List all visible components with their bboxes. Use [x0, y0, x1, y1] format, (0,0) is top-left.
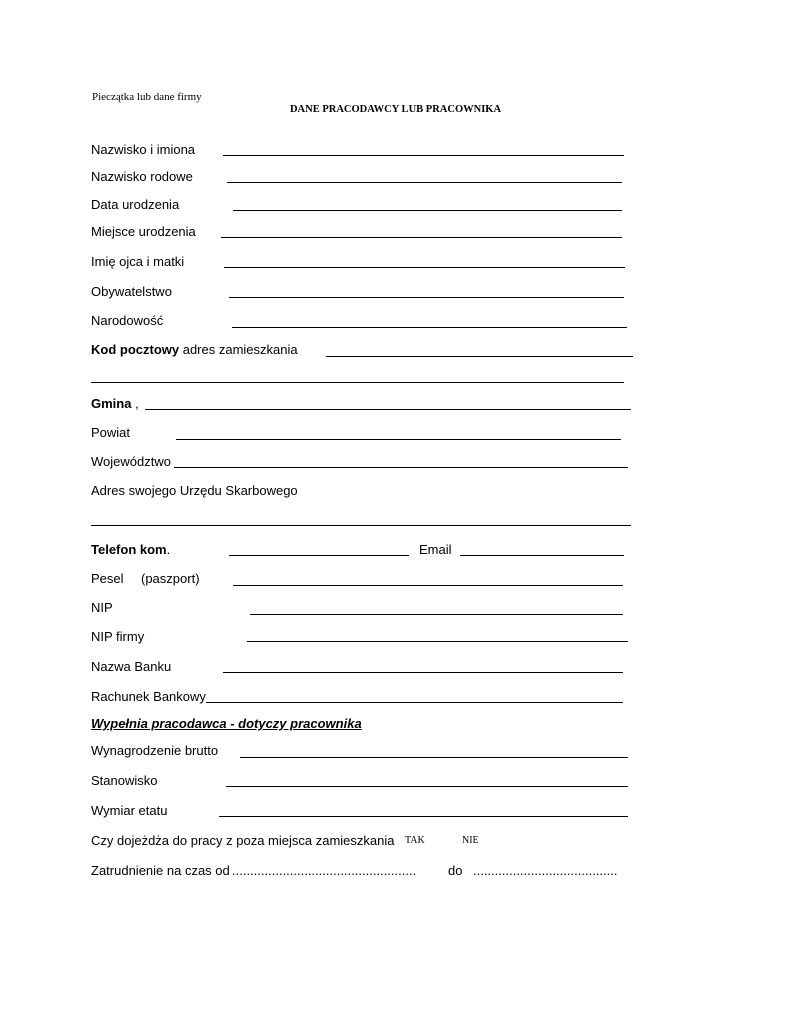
position-label: Stanowisko — [91, 773, 158, 788]
phone-label — [91, 542, 170, 557]
phone-rest: . — [166, 542, 171, 557]
family-name-label: Nazwisko rodowe — [91, 169, 193, 184]
bank-account-field[interactable] — [206, 702, 623, 703]
nationality-label: Narodowość — [91, 313, 164, 328]
phone-field[interactable] — [229, 555, 409, 556]
birth-place-label: Miejsce urodzenia — [91, 224, 196, 239]
email-label: Email — [419, 542, 452, 557]
voivodeship-field[interactable] — [174, 467, 628, 468]
employment-from-field[interactable]: ................................................... — [232, 863, 417, 878]
nationality-field[interactable] — [232, 327, 627, 328]
pesel-field[interactable] — [233, 585, 623, 586]
address-label-rest: adres zamieszkania — [179, 342, 298, 357]
nip-company-field[interactable] — [247, 641, 628, 642]
postal-address-label — [91, 342, 298, 357]
employer-section-heading: Wypełnia pracodawca - dotyczy pracownika — [91, 716, 362, 731]
employment-to-label: do — [448, 863, 463, 878]
phone-bold: Telefon kom — [91, 542, 167, 557]
gross-salary-field[interactable] — [240, 757, 628, 758]
parents-names-label: Imię ojca i matki — [91, 254, 185, 269]
county-field[interactable] — [176, 439, 621, 440]
commute-yes-option[interactable]: TAK — [405, 835, 425, 846]
birth-date-field[interactable] — [233, 210, 622, 211]
address-continuation-field[interactable] — [91, 382, 624, 383]
commute-question: Czy dojeżdża do pracy z poza miejsca zamieszkania — [91, 833, 395, 848]
tax-office-label: Adres swojego Urzędu Skarbowego — [91, 483, 298, 498]
citizenship-field[interactable] — [229, 297, 624, 298]
stamp-label: Pieczątka lub dane firmy — [92, 91, 202, 103]
surname-names-field[interactable] — [223, 155, 624, 156]
postal-address-field[interactable] — [326, 356, 633, 357]
employment-from-label: Zatrudnienie na czas od — [91, 863, 230, 878]
bank-name-label: Nazwa Banku — [91, 659, 172, 674]
email-field[interactable] — [460, 555, 624, 556]
bank-name-field[interactable] — [223, 672, 623, 673]
gross-salary-label: Wynagrodzenie brutto — [91, 743, 219, 758]
nip-company-label: NIP firmy — [91, 629, 145, 644]
nip-field[interactable] — [250, 614, 623, 615]
municipality-rest: , — [131, 396, 139, 411]
bank-account-label: Rachunek Bankowy — [91, 689, 206, 704]
municipality-field[interactable] — [145, 409, 631, 410]
nip-label: NIP — [91, 600, 113, 615]
municipality-bold: Gmina — [91, 396, 132, 411]
birth-place-field[interactable] — [221, 237, 622, 238]
county-label: Powiat — [91, 425, 131, 440]
citizenship-label: Obywatelstwo — [91, 284, 172, 299]
position-field[interactable] — [226, 786, 628, 787]
birth-date-label: Data urodzenia — [91, 197, 180, 212]
working-time-label: Wymiar etatu — [91, 803, 168, 818]
employment-to-field[interactable]: ........................................ — [473, 863, 618, 878]
surname-names-label: Nazwisko i imiona — [91, 142, 196, 157]
municipality-label — [91, 396, 139, 411]
tax-office-field[interactable] — [91, 525, 631, 526]
working-time-field[interactable] — [219, 816, 628, 817]
parents-names-field[interactable] — [224, 267, 625, 268]
page-title: DANE PRACODAWCY LUB PRACOWNIKA — [289, 104, 502, 115]
passport-label: (paszport) — [141, 571, 200, 586]
postal-code-bold: Kod pocztowy — [91, 342, 180, 357]
pesel-label: Pesel — [91, 571, 124, 586]
commute-no-option[interactable]: NIE — [462, 835, 479, 846]
family-name-field[interactable] — [227, 182, 622, 183]
voivodeship-label: Województwo — [91, 454, 171, 469]
